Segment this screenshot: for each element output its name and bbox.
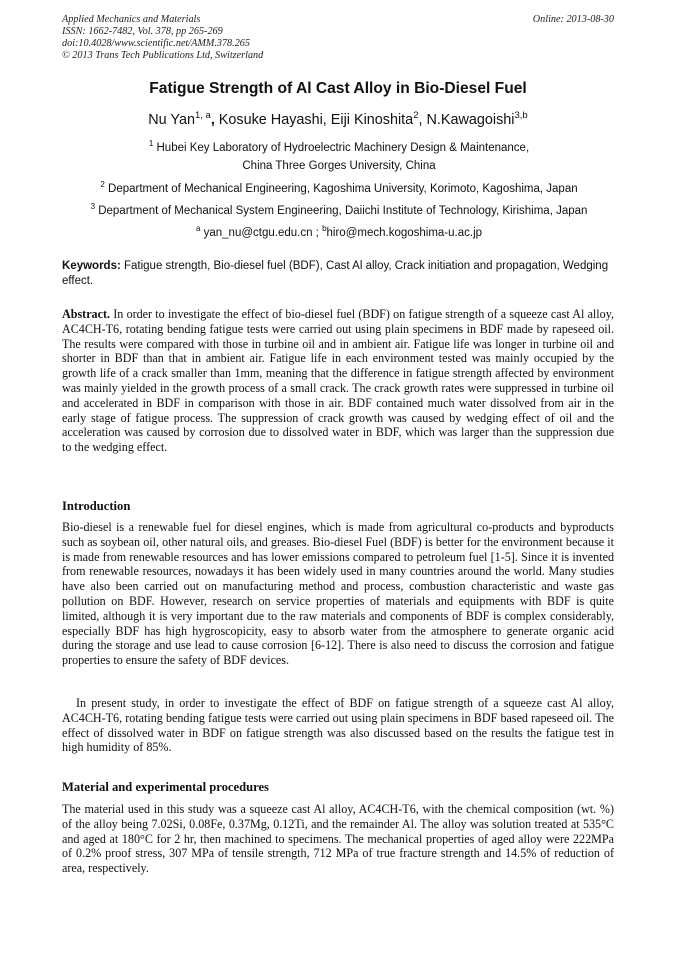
introduction-paragraph-1: Bio-diesel is a renewable fuel for diesel engines, which is made from agricultural co-products and byproducts such as soybean oil, other natural oils, and greases. Bio-diesel Fuel (BDF) is better for the environment because it is made from renewable resources and has lower emissions compared to petroleum fuel [1-5]. Since it is invented from renewable resources, nowadays it has been widely used in many countries around the world. Many studies have also been carried out on manufacturing method and process, combustion characteristic and waste gas pollution on BDF. However, research on service properties of materials and equipments with BDF is quite limited, although it is very important due to the raw materials and components of BDF is complex considerably, especially BDF has high hygroscopicity, easy to absorb water from the atmosphere to generate organic acid during the storage and use lead to cause corrosion [6-12]. There is also need to discuss the corrosion and fatigue properties to ensure the safety of BDF devices.	[62, 520, 614, 668]
author-name: Kosuke Hayashi, Eiji Kinoshita	[214, 111, 414, 128]
affiliation-3	[40, 202, 638, 217]
author-affil-mark: 2	[413, 110, 419, 121]
paper-title: Fatigue Strength of Al Cast Alloy in Bio-Diesel Fuel	[149, 80, 527, 97]
copyright-line: © 2013 Trans Tech Publications Ltd, Switzerland	[62, 50, 264, 61]
affiliation-text: Department of Mechanical Engineering, Kagoshima University, Korimoto, Kagoshima, Japan	[104, 182, 578, 195]
author-name: , N.Kawagoishi	[418, 111, 515, 128]
affiliation-2	[40, 180, 638, 195]
materials-paragraph-1: The material used in this study was a squeeze cast Al alloy, AC4CH-T6, with the chemical composition (wt. %) of the alloy being 7.02Si, 0.08Fe, 0.37Mg, 0.12Ti, and the remainder Al. The alloy was solution treated at 535°C and aged at 180°C for 2 hr, then machined to specimens. The mechanical properties of aged alloy were 222MPa of 0.2% proof stress, 307 MPa of tensile strength, 712 MPa of true fracture strength and 14.5% of reduction of area, respectively.	[62, 802, 614, 876]
email-b: hiro@mech.kogoshima-u.ac.jp	[326, 226, 483, 239]
keywords-text: Fatigue strength, Bio-diesel fuel (BDF), Cast Al alloy, Crack initiation and propagation, Wedging effect.	[62, 260, 609, 287]
doi-line: doi:10.4028/www.scientific.net/AMM.378.265	[62, 38, 250, 49]
affiliation-text: Hubei Key Laboratory of Hydroelectric Machinery Design & Maintenance,	[153, 141, 530, 154]
affiliation-text: Department of Mechanical System Engineering, Daiichi Institute of Technology, Kirishima, Japan	[95, 204, 588, 217]
keywords-label: Keywords:	[62, 260, 121, 272]
affiliation-1	[40, 139, 638, 154]
introduction-heading: Introduction	[62, 499, 131, 513]
email-mark: a	[195, 224, 201, 233]
online-date: Online: 2013-08-30	[532, 14, 614, 25]
affiliation-1-cont: China Three Gorges University, China	[242, 160, 436, 172]
issn-line: ISSN: 1662-7482, Vol. 378, pp 265-269	[62, 26, 223, 37]
author-affil-mark: 1, a	[194, 110, 211, 121]
author-name: Nu Yan	[148, 111, 195, 128]
author-separator: ,	[210, 111, 215, 128]
email-line	[40, 224, 638, 239]
author-affil-mark: 3,b	[514, 110, 528, 121]
affiliation-mark: 1	[148, 139, 154, 148]
author-list	[62, 110, 614, 128]
introduction-paragraph-2: In present study, in order to investigate the effect of BDF on fatigue strength of a squeeze cast Al alloy, AC4CH-T6, rotating bending fatigue tests were carried out using plain specimens in BDF based rapeseed oil. The effect of dissolved water in BDF on fatigue strength was also discussed based on the results the fatigue test in high humidity of 85%.	[62, 696, 614, 755]
abstract-label: Abstract.	[62, 307, 111, 321]
materials-heading: Material and experimental procedures	[62, 780, 269, 794]
email-a: yan_nu@ctgu.edu.cn ;	[200, 226, 323, 239]
journal-header	[62, 14, 614, 62]
affiliation-mark: 3	[90, 202, 96, 211]
email-mark: b	[322, 224, 327, 233]
journal-name: Applied Mechanics and Materials	[62, 14, 201, 25]
abstract-text: In order to investigate the effect of bio-diesel fuel (BDF) on fatigue strength of a squeeze cast Al alloy, AC4CH-T6, rotating bending fatigue tests were carried out using plain specimens in BDF made by rapeseed oil. The results were compared with those in turbine oil and in ambient air. Fatigue life was longer in turbine oil and shorter in BDF than that in ambient air. Fatigue life in each environment tested was mainly occupied by the growth life of a crack smaller than 1mm, meaning that the difference in fatigue strength affected by environment was mainly yielded in the growth process of a small crack. The crack growth rates were suppressed in turbine oil and accelerated in BDF in comparison with those in air. BDF contained much water dissolved from air in the early stage of fatigue process. The suppression of crack growth was caused by wedging effect of oil and the acceleration was caused by corrosion due to dissolved water in BDF, which was larger than the suppression due to the wedging effect.	[62, 307, 614, 455]
abstract	[62, 307, 614, 455]
affiliation-mark: 2	[100, 180, 105, 189]
keywords	[62, 259, 614, 289]
